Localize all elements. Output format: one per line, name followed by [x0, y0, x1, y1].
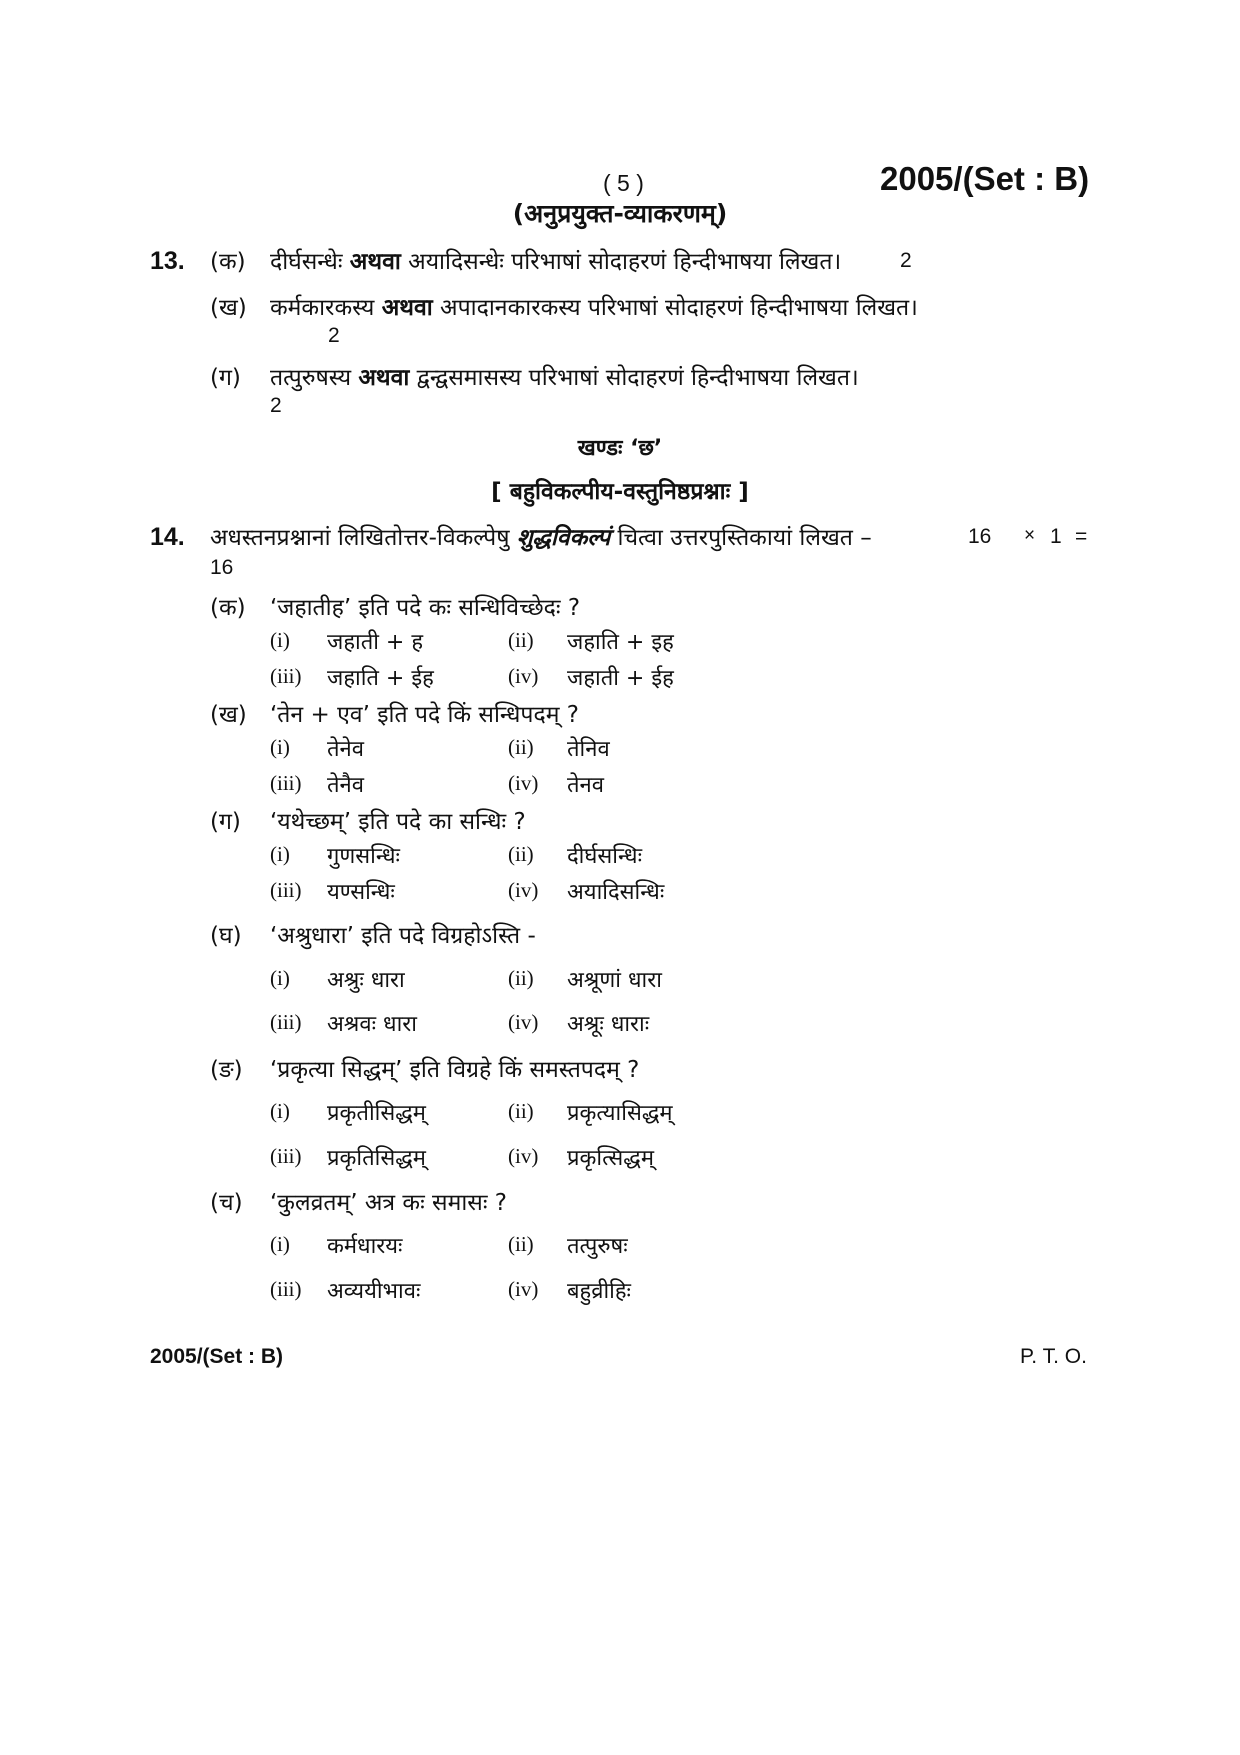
- option-text: यण्सन्धिः: [327, 880, 395, 905]
- option-text: अव्ययीभावः: [327, 1279, 421, 1304]
- q13-part-text: कर्मकारकस्य अथवा अपादानकारकस्य परिभाषां सोदाहरणं हिन्दीभाषया लिखत।: [270, 295, 918, 321]
- option-text: गुणसन्धिः: [327, 844, 400, 869]
- q14-marks-equals: =: [1075, 525, 1088, 548]
- option-numeral: (ii): [508, 628, 534, 652]
- option-numeral: (i): [270, 1099, 290, 1123]
- footer-pto: P. T. O.: [1020, 1345, 1087, 1368]
- option-numeral: (iii): [270, 1010, 302, 1034]
- footer-set-code: 2005/(Set : B): [150, 1345, 284, 1368]
- option-text: प्रकृतिसिद्धम्: [327, 1146, 426, 1171]
- khanda-heading: खण्डः ‘छ’: [577, 436, 663, 461]
- q13-part-label: (ग): [210, 365, 241, 391]
- option-numeral: (ii): [508, 1099, 534, 1123]
- option-numeral: (iv): [508, 1010, 539, 1034]
- option-numeral: (i): [270, 1232, 290, 1256]
- q13-part-text: दीर्घसन्धेः अथवा अयादिसन्धेः परिभाषां सोदाहरणं हिन्दीभाषया लिखत।: [270, 249, 842, 275]
- option-numeral: (ii): [508, 1232, 534, 1256]
- option-numeral: (iv): [508, 878, 539, 902]
- q13-part-marks: 2: [900, 249, 912, 272]
- q14-sub-text: ‘अश्रुधारा’ इति पदे विग्रहोऽस्ति -: [270, 923, 536, 949]
- option-numeral: (iii): [270, 1277, 302, 1301]
- q13-part-marks: 2: [270, 394, 282, 417]
- option-text: तत्पुरुषः: [567, 1234, 628, 1259]
- option-text: कर्मधारयः: [327, 1234, 403, 1259]
- q14-sub-text: ‘प्रकृत्या सिद्धम्’ इति विग्रहे किं समस्तपदम् ?: [270, 1057, 640, 1083]
- khanda-subheading: [ बहुविकल्पीय-वस्तुनिष्ठप्रश्नाः ]: [491, 479, 749, 505]
- page-number: ( 5 ): [603, 170, 644, 196]
- option-text: तेनव: [567, 773, 604, 798]
- option-text: तेनैव: [327, 773, 364, 798]
- option-text: जहाति + इह: [567, 630, 674, 655]
- option-text: जहाति + ईह: [327, 666, 434, 691]
- q14-sub-label: (ग): [210, 809, 241, 835]
- option-numeral: (ii): [508, 966, 534, 990]
- option-text: दीर्घसन्धिः: [567, 844, 643, 869]
- question-14-number: 14.: [150, 523, 185, 551]
- section-title: (अनुप्रयुक्त-व्याकरणम्): [512, 199, 728, 228]
- option-numeral: (iii): [270, 664, 302, 688]
- option-text: जहाती + ह: [327, 630, 424, 655]
- q13-part-label: (क): [210, 249, 246, 275]
- option-text: प्रकृतीसिद्धम्: [327, 1101, 426, 1126]
- option-text: अश्रूणां धारा: [567, 968, 662, 993]
- option-numeral: (ii): [508, 842, 534, 866]
- option-numeral: (iv): [508, 1277, 539, 1301]
- q14-sub-label: (क): [210, 595, 246, 621]
- option-numeral: (iii): [270, 771, 302, 795]
- option-text: अश्रुः धारा: [327, 968, 405, 993]
- q14-sub-text: ‘जहातीह’ इति पदे कः सन्धिविच्छेदः ?: [270, 595, 581, 621]
- q14-sub-label: (ख): [210, 702, 247, 728]
- option-numeral: (i): [270, 628, 290, 652]
- option-text: प्रकृत्सिद्धम्: [567, 1146, 655, 1171]
- option-numeral: (i): [270, 842, 290, 866]
- option-text: तेनेव: [327, 737, 364, 762]
- option-text: जहाती + ईह: [567, 666, 674, 691]
- q14-marks-each: 1: [1050, 525, 1062, 548]
- q14-marks-total: 16: [210, 556, 234, 579]
- option-text: बहुव्रीहिः: [567, 1279, 631, 1304]
- question-13-number: 13.: [150, 247, 185, 275]
- q14-sub-label: (घ): [210, 923, 242, 949]
- q14-marks-times: ×: [1024, 525, 1036, 546]
- option-numeral: (iv): [508, 1144, 539, 1168]
- q14-sub-text: ‘तेन + एव’ इति पदे किं सन्धिपदम् ?: [270, 702, 579, 728]
- option-numeral: (iii): [270, 1144, 302, 1168]
- q13-part-marks: 2: [328, 324, 340, 347]
- q14-instruction: अधस्तनप्रश्नानां लिखितोत्तर-विकल्पेषु शुद्धविकल्पं चित्वा उत्तरपुस्तिकायां लिखत –: [210, 525, 872, 551]
- q13-part-label: (ख): [210, 295, 247, 321]
- q14-sub-text: ‘यथेच्छम्’ इति पदे का सन्धिः ?: [270, 809, 526, 835]
- q14-marks: 16: [968, 525, 992, 548]
- option-text: अयादिसन्धिः: [567, 880, 665, 905]
- option-numeral: (iii): [270, 878, 302, 902]
- option-numeral: (iv): [508, 771, 539, 795]
- option-numeral: (i): [270, 966, 290, 990]
- option-text: अश्रवः धारा: [327, 1012, 417, 1037]
- set-code-header: 2005/(Set : B): [880, 160, 1090, 197]
- q14-sub-label: (ङ): [210, 1057, 243, 1083]
- q14-sub-label: (च): [210, 1190, 243, 1216]
- option-text: प्रकृत्यासिद्धम्: [567, 1101, 673, 1126]
- option-numeral: (iv): [508, 664, 539, 688]
- option-numeral: (ii): [508, 735, 534, 759]
- option-text: तेनिव: [567, 737, 610, 762]
- q13-part-text: तत्पुरुषस्य अथवा द्वन्द्वसमासस्य परिभाषां सोदाहरणं हिन्दीभाषया लिखत।: [270, 365, 859, 391]
- option-numeral: (i): [270, 735, 290, 759]
- q14-sub-text: ‘कुलव्रतम्’ अत्र कः समासः ?: [270, 1190, 508, 1216]
- option-text: अश्रूः धाराः: [567, 1012, 650, 1037]
